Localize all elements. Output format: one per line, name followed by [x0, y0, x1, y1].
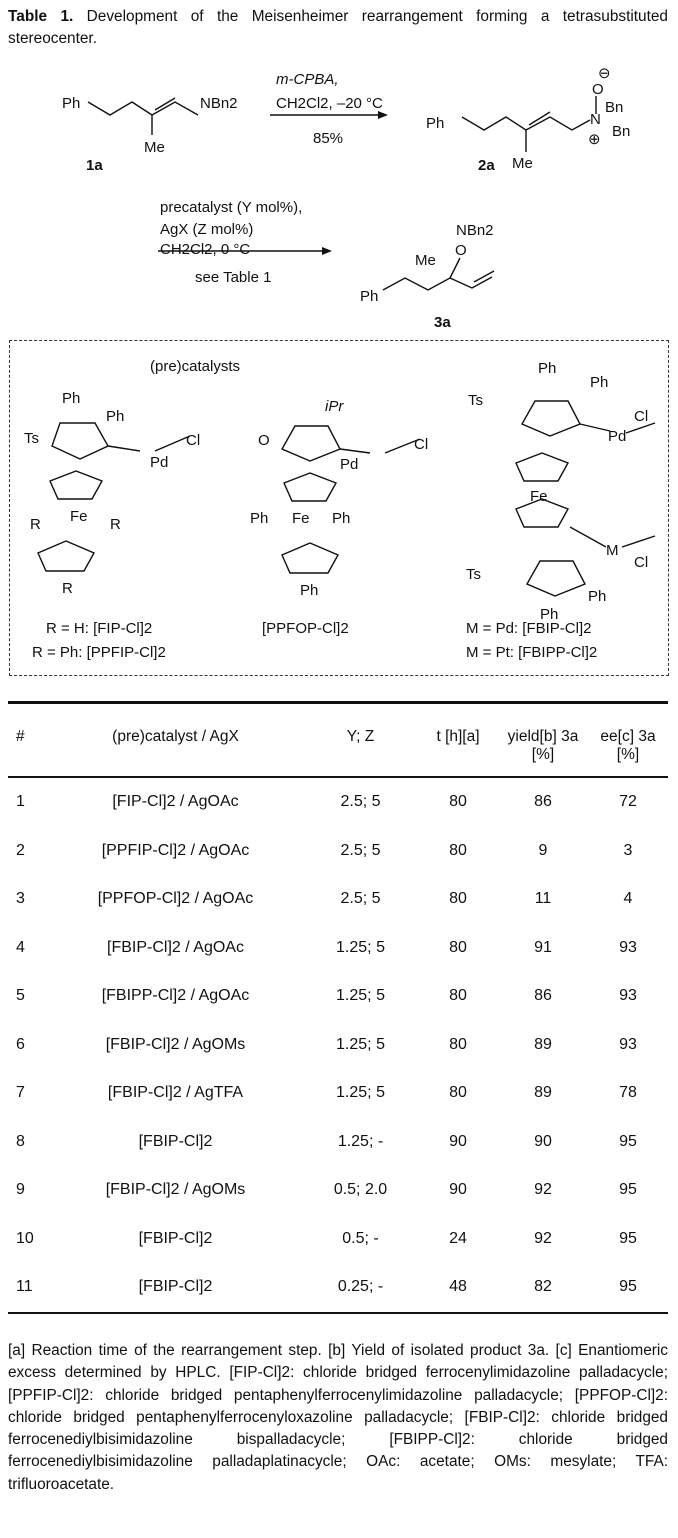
cat3-cl2: Cl: [634, 554, 649, 571]
catalysts-title: (pre)catalysts: [150, 358, 241, 375]
label-ppfop: [PPFOP-Cl]2: [262, 620, 349, 637]
table-bottom-rule: [8, 1312, 668, 1315]
cell-catalyst: [FIP-Cl]2 / AgOAc: [112, 793, 239, 810]
table-row: [8, 875, 668, 924]
cell-ee: 93: [619, 987, 637, 1004]
cell-ee: 95: [619, 1181, 637, 1198]
cell-time: 24: [449, 1229, 467, 1247]
minus-charge: ⊖: [598, 65, 611, 82]
cell-catalyst: [FBIP-Cl]2 / AgTFA: [107, 1084, 244, 1101]
table-caption: [8, 6, 668, 50]
reaction-scheme: [0, 60, 678, 330]
cell-ee: 95: [619, 1229, 637, 1247]
plus-charge: ⊕: [588, 131, 601, 148]
cat2-o: O: [258, 432, 270, 449]
cell-yield: 82: [534, 1278, 552, 1295]
header-ee: ee[c] 3a [%]: [600, 727, 656, 763]
cell-catalyst: [FBIP-Cl]2 / AgOAc: [107, 938, 244, 956]
bn-2a-bottom: Bn: [612, 123, 631, 140]
table-row: [8, 827, 668, 876]
cat1-r2: R: [110, 516, 121, 533]
n-2a: N: [590, 111, 601, 128]
nbn2-1a: NBn2: [200, 95, 238, 112]
cell-yz: 2.5; 5: [340, 890, 381, 907]
cell-index: 1: [16, 793, 25, 810]
cell-yz: 1.25; -: [337, 1132, 384, 1150]
cell-index: 2: [16, 841, 25, 859]
cell-yield: 91: [534, 938, 552, 956]
me-2a: Me: [512, 155, 533, 172]
cell-yield: 86: [534, 987, 552, 1004]
cell-catalyst: [FBIP-Cl]2: [138, 1229, 213, 1247]
header-index: #: [16, 727, 25, 745]
cell-catalyst: [FBIP-Cl]2: [138, 1278, 213, 1295]
cell-time: 90: [449, 1181, 467, 1198]
cat2-ipr: iPr: [325, 398, 344, 415]
ph-2a: Ph: [426, 115, 445, 132]
cell-catalyst: [FBIPP-Cl]2 / AgOAc: [101, 987, 250, 1004]
cat3-ph3: Ph: [540, 606, 559, 623]
cat3-m: M: [606, 542, 619, 559]
cell-yield: 11: [534, 890, 552, 907]
cat3-ph2: Ph: [590, 374, 609, 391]
caption-label: Table 1.: [8, 8, 74, 25]
nbn2-3a: NBn2: [456, 222, 494, 239]
cell-yield: 90: [534, 1132, 552, 1150]
cell-time: 80: [449, 987, 467, 1004]
table-row: [8, 1263, 668, 1312]
cell-yz: 0.25; -: [337, 1278, 384, 1295]
table-header: [8, 704, 668, 776]
cat1-r1: R: [30, 516, 41, 533]
cat1-r3: R: [62, 580, 73, 597]
cell-yield: 89: [534, 1084, 552, 1101]
table-row: [8, 1215, 668, 1264]
cat3-ph1: Ph: [538, 360, 557, 377]
cell-ee: 95: [619, 1278, 637, 1295]
header-time: t [h][a]: [436, 727, 480, 745]
ph-1a: Ph: [62, 95, 81, 112]
cat1-fe: Fe: [70, 508, 88, 525]
label-fip-ph: R = Ph: [PPFIP-Cl]2: [32, 644, 166, 661]
cell-index: 4: [16, 938, 25, 956]
cell-yz: 1.25; 5: [336, 938, 385, 956]
cat3-ph4: Ph: [588, 588, 607, 605]
table-row: [8, 1069, 668, 1118]
cell-yield: 92: [534, 1229, 552, 1247]
cell-yield: 86: [534, 793, 552, 810]
reagent2-line1: precatalyst (Y mol%),: [160, 199, 303, 216]
o-3a: O: [455, 242, 467, 259]
cell-yz: 2.5; 5: [340, 793, 381, 810]
cell-ee: 3: [623, 841, 633, 859]
cell-time: 80: [449, 841, 467, 859]
label-1a: 1a: [86, 157, 103, 174]
header-catalyst: (pre)catalyst / AgX: [112, 727, 239, 745]
cell-ee: 72: [619, 793, 637, 810]
cat2-ph3: Ph: [300, 582, 319, 599]
cell-yz: 0.5; -: [342, 1229, 379, 1247]
cell-yield: 9: [538, 841, 548, 859]
cat3-fe: Fe: [530, 488, 548, 505]
me-1a: Me: [144, 139, 165, 156]
cat1-ts: Ts: [24, 430, 39, 447]
cell-ee: 93: [619, 938, 637, 956]
reagent2-line3: CH2Cl2, 0 °C: [160, 241, 251, 258]
cell-index: 8: [16, 1132, 25, 1150]
results-table: [8, 701, 668, 1314]
caption-text: Development of the Meisenheimer rearrangement forming a tetrasubstituted stereocenter.: [8, 8, 668, 47]
cat3-cl1: Cl: [634, 408, 649, 425]
cell-time: 48: [449, 1278, 467, 1295]
cell-catalyst: [FBIP-Cl]2 / AgOMs: [105, 1181, 246, 1198]
cell-yield: 92: [534, 1181, 552, 1198]
reagent1-line1: m-CPBA,: [276, 71, 339, 88]
table-row: [8, 778, 668, 827]
cell-ee: 4: [623, 890, 633, 907]
reagent2-line4: see Table 1: [195, 269, 272, 286]
cat1-ph2: Ph: [106, 408, 125, 425]
cell-time: 80: [449, 1035, 467, 1053]
cat1-pd: Pd: [150, 454, 169, 471]
header-yz: Y; Z: [346, 727, 375, 745]
cat2-cl: Cl: [414, 436, 429, 453]
table-body: [8, 778, 668, 1312]
cat1-ph1: Ph: [62, 390, 81, 407]
catalyst-structures: [10, 341, 666, 673]
cell-time: 90: [449, 1132, 467, 1150]
cell-yz: 1.25; 5: [336, 1035, 385, 1053]
cell-yz: 1.25; 5: [336, 1084, 385, 1101]
cat3-pd: Pd: [608, 428, 627, 445]
reagent2-line2: AgX (Z mol%): [160, 221, 254, 238]
cell-yz: 0.5; 2.0: [333, 1181, 388, 1198]
cat2-ph1: Ph: [250, 510, 269, 527]
header-yield: yield[b] 3a [%]: [507, 727, 579, 763]
table-footnote: [a] Reaction time of the rearrangement step. [b] Yield of isolated product 3a. [c] Enantiomeric excess determined by HPLC. [FIP-Cl]2: chloride bridged ferrocenylimidazoline palladacycle; [PPFIP-Cl]2: chloride bridged pentaphenylferrocenylimidazoline palladacycle; [PPFOP-Cl]2: chloride bridged pentaphenylferrocenyloxazoline palladacycle; [FBIP-Cl]2: chloride bridged ferrocenediylbisimidazoline bispalladacycle; [FBIPP-Cl]2: chloride bridged ferrocenediylbisimidazoline palladaplatinacycle; OAc: acetate; OMs: mesylate; TFA: trifluoroacetate.: [8, 1342, 668, 1493]
cell-ee: 95: [619, 1132, 637, 1150]
table-row: [8, 1118, 668, 1167]
me-3a: Me: [415, 252, 436, 269]
table-row: [8, 924, 668, 973]
table-row: [8, 972, 668, 1021]
cell-catalyst: [PPFOP-Cl]2 / AgOAc: [97, 890, 254, 907]
cat2-fe: Fe: [292, 510, 310, 527]
catalyst-structures-box: [9, 340, 669, 676]
cell-index: 11: [16, 1278, 33, 1295]
table-row: [8, 1166, 668, 1215]
cell-time: 80: [449, 793, 467, 810]
cell-catalyst: [PPFIP-Cl]2 / AgOAc: [101, 841, 250, 859]
cell-catalyst: [FBIP-Cl]2: [138, 1132, 213, 1150]
cat2-ph2: Ph: [332, 510, 351, 527]
ph-3a: Ph: [360, 288, 379, 305]
cell-time: 80: [449, 1084, 467, 1101]
cell-time: 80: [449, 938, 467, 956]
cell-index: 7: [16, 1084, 25, 1101]
label-fbip-pd: M = Pd: [FBIP-Cl]2: [466, 620, 592, 637]
o-minus-2a: O: [592, 81, 604, 98]
cell-catalyst: [FBIP-Cl]2 / AgOMs: [105, 1035, 246, 1053]
label-2a: 2a: [478, 157, 495, 174]
cat3-ts1: Ts: [468, 392, 483, 409]
cell-index: 10: [16, 1229, 34, 1247]
cell-yield: 89: [534, 1035, 552, 1053]
cell-index: 3: [16, 890, 25, 907]
label-3a: 3a: [434, 314, 451, 330]
cell-index: 9: [16, 1181, 25, 1198]
cat3-ts2: Ts: [466, 566, 481, 583]
cell-yz: 2.5; 5: [340, 841, 381, 859]
label-fbip-pt: M = Pt: [FBIPP-Cl]2: [466, 644, 598, 661]
bn-2a-top: Bn: [605, 99, 624, 116]
cell-ee: 78: [619, 1084, 637, 1101]
cat1-cl: Cl: [186, 432, 201, 449]
cell-yz: 1.25; 5: [336, 987, 385, 1004]
table-row: [8, 1021, 668, 1070]
cell-ee: 93: [619, 1035, 637, 1053]
cat2-pd: Pd: [340, 456, 359, 473]
cell-index: 5: [16, 987, 25, 1004]
cell-time: 80: [449, 890, 467, 907]
reagent1-yield: 85%: [313, 130, 344, 147]
cell-index: 6: [16, 1035, 25, 1053]
label-fip-h: R = H: [FIP-Cl]2: [46, 620, 153, 637]
reagent1-line2: CH2Cl2, –20 °C: [276, 95, 383, 112]
